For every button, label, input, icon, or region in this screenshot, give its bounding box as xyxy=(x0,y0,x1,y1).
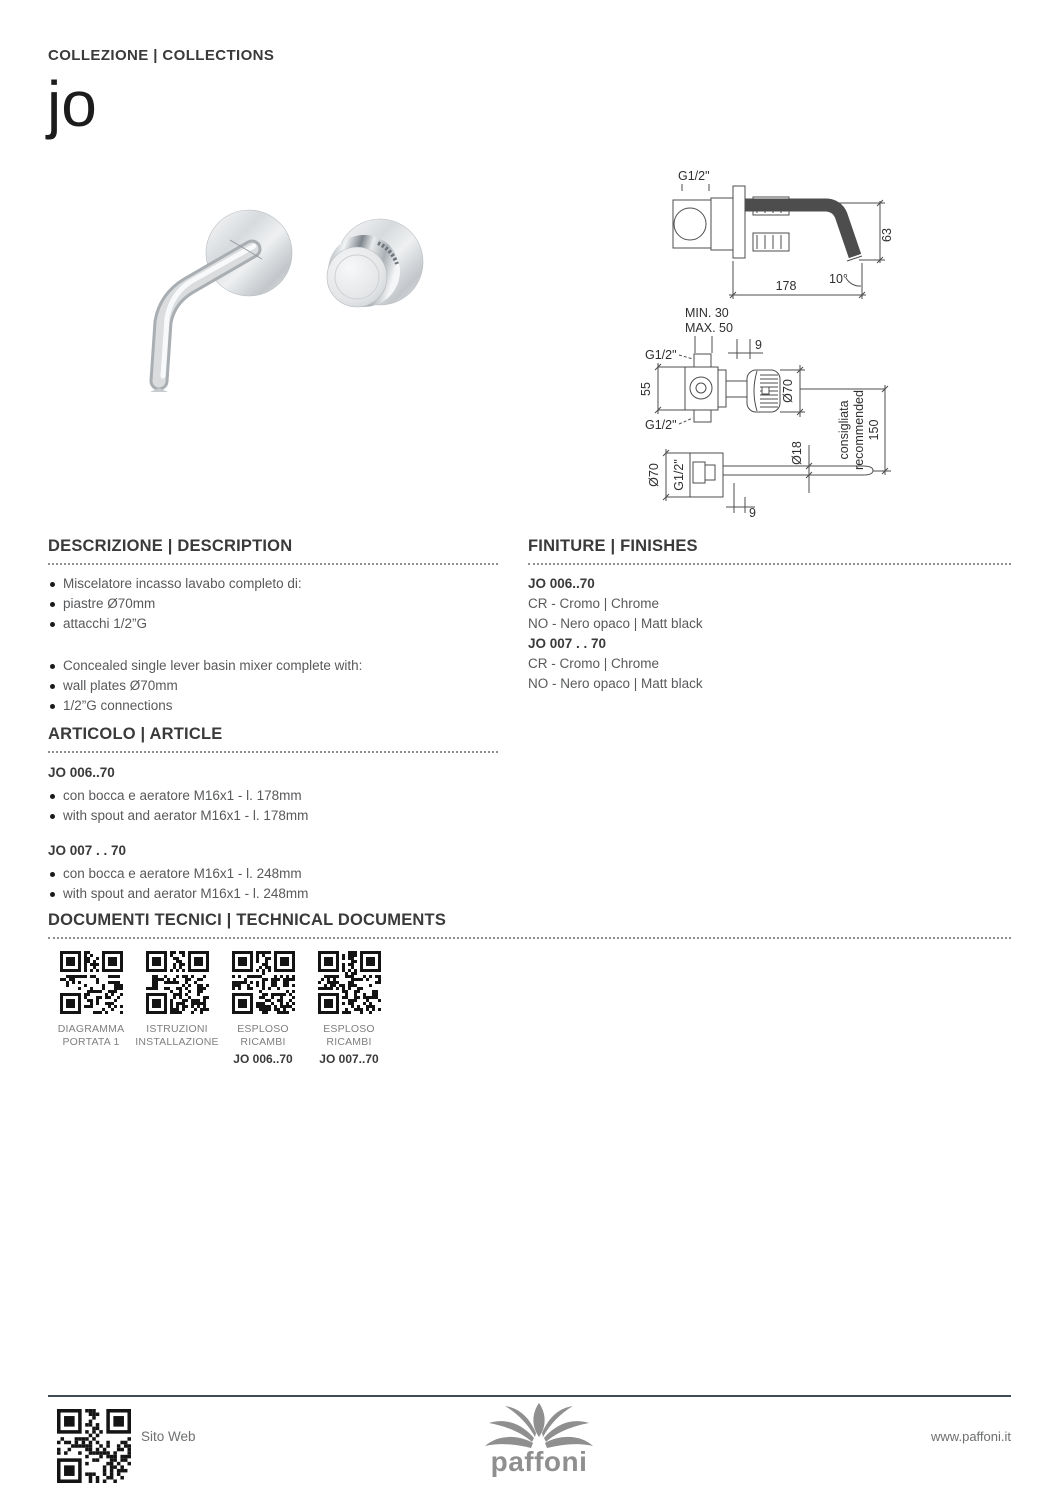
dim-plate-diameter: Ø70 xyxy=(647,463,661,487)
documents-section xyxy=(48,911,1011,1066)
dim-length: 178 xyxy=(775,279,797,293)
finishes-list xyxy=(528,574,1011,694)
list-item: 1/2”G connections xyxy=(48,696,498,716)
dim-thread-side: G1/2" xyxy=(678,169,710,183)
qr-code xyxy=(60,951,123,1014)
document-label: RICAMBI xyxy=(326,1036,372,1048)
footer-qr-label: Sito Web xyxy=(141,1429,196,1444)
dim-max: MAX. 50 xyxy=(685,321,733,335)
brand-wordmark: paffoni xyxy=(490,1446,588,1477)
footer-divider xyxy=(48,1395,1011,1397)
dim-min: MIN. 30 xyxy=(685,306,729,320)
description-list-it xyxy=(48,574,498,634)
article-code: JO 006..70 xyxy=(528,576,595,591)
qr-code xyxy=(318,951,381,1014)
description-heading: DESCRIZIONE | DESCRIPTION xyxy=(48,537,498,565)
document-code: JO 006..70 xyxy=(233,1052,293,1066)
spout-assembly xyxy=(150,210,292,392)
page-title: jo xyxy=(47,68,97,140)
list-item: con bocca e aeratore M16x1 - l. 248mm xyxy=(48,864,498,884)
dim-offset-top: 9 xyxy=(755,338,762,352)
article-group xyxy=(48,840,498,904)
finish-option: NO - Nero opaco | Matt black xyxy=(528,616,703,631)
note-recommended: recommended xyxy=(852,390,866,470)
list-item: piastre Ø70mm xyxy=(48,594,498,614)
finish-option: NO - Nero opaco | Matt black xyxy=(528,676,703,691)
dim-reach: 150 xyxy=(867,419,881,441)
palm-icon xyxy=(485,1403,593,1448)
dim-thread-top-view: G1/2" xyxy=(672,459,686,491)
dim-angle: 10° xyxy=(829,272,848,286)
article-heading: ARTICOLO | ARTICLE xyxy=(48,725,498,753)
dim-drop: 63 xyxy=(880,228,894,242)
dim-height: 55 xyxy=(639,382,653,396)
product-photo xyxy=(110,180,500,470)
list-item: with spout and aerator M16x1 - l. 178mm xyxy=(48,806,498,826)
list-item: with spout and aerator M16x1 - l. 248mm xyxy=(48,884,498,904)
article-code: JO 007 . . 70 xyxy=(48,843,127,858)
paffoni-logo xyxy=(479,1399,599,1477)
article-group xyxy=(48,762,498,826)
drawing-side-view xyxy=(673,169,894,353)
dim-thread-front-bottom: G1/2" xyxy=(645,418,677,432)
document-item xyxy=(306,951,392,1066)
description-section xyxy=(48,537,498,716)
list-item: attacchi 1/2”G xyxy=(48,614,498,634)
qr-code xyxy=(232,951,295,1014)
finish-option: CR - Cromo | Chrome xyxy=(528,596,660,611)
document-label: ESPLOSO xyxy=(237,1023,289,1035)
document-label: ISTRUZIONI xyxy=(146,1023,208,1035)
document-label: INSTALLAZIONE xyxy=(135,1036,219,1048)
dim-offset-bottom: 9 xyxy=(749,506,756,520)
note-consigliata: consigliata xyxy=(837,400,851,460)
website-link[interactable]: www.paffoni.it xyxy=(931,1429,1011,1444)
finishes-section xyxy=(528,537,1011,694)
finishes-heading: FINITURE | FINISHES xyxy=(528,537,1011,565)
drawing-top-view xyxy=(647,385,891,520)
list-item: Miscelatore incasso lavabo completo di: xyxy=(48,574,498,594)
document-code: JO 007..70 xyxy=(319,1052,379,1066)
list-item: con bocca e aeratore M16x1 - l. 178mm xyxy=(48,786,498,806)
mixer-knob xyxy=(327,219,423,307)
footer-qr xyxy=(57,1409,131,1483)
document-item xyxy=(48,951,134,1066)
document-label: PORTATA 1 xyxy=(62,1036,120,1048)
description-list-en xyxy=(48,656,498,716)
list-item: wall plates Ø70mm xyxy=(48,676,498,696)
collection-label: COLLEZIONE | COLLECTIONS xyxy=(48,47,275,64)
qr-row xyxy=(48,951,1011,1066)
qr-code xyxy=(57,1409,131,1483)
documents-heading: DOCUMENTI TECNICI | TECHNICAL DOCUMENTS xyxy=(48,911,1011,939)
dim-thread-front-top: G1/2" xyxy=(645,348,677,362)
article-code: JO 007 . . 70 xyxy=(528,636,607,651)
qr-code xyxy=(146,951,209,1014)
document-label: ESPLOSO xyxy=(323,1023,375,1035)
document-label: RICAMBI xyxy=(240,1036,286,1048)
technical-drawing xyxy=(633,153,1023,525)
document-item xyxy=(220,951,306,1066)
dim-knob-diameter: Ø70 xyxy=(781,379,795,403)
document-item xyxy=(134,951,220,1066)
document-label: DIAGRAMMA xyxy=(57,1023,125,1035)
article-section xyxy=(48,725,498,904)
dim-spout-diameter: Ø18 xyxy=(790,441,804,465)
list-item: Concealed single lever basin mixer complete with: xyxy=(48,656,498,676)
article-code: JO 006..70 xyxy=(48,765,115,780)
finish-option: CR - Cromo | Chrome xyxy=(528,656,660,671)
